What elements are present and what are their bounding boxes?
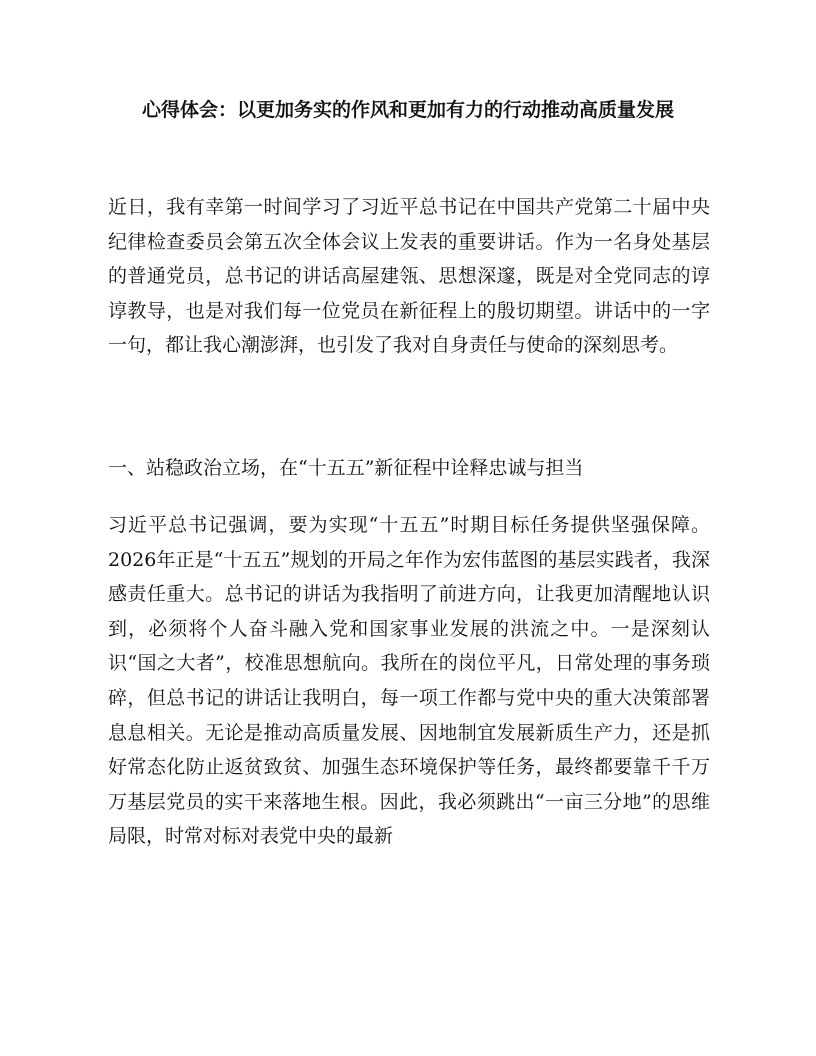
section-heading: 一、站稳政治立场，在“十五五”新征程中诠释忠诚与担当: [108, 457, 584, 479]
intro-paragraph: 近日，我有幸第一时间学习了习近平总书记在中国共产党第二十届中央纪律检查委员会第五次全体会议上发表的重要讲话。作为一名身处基层的普通党员，总书记的讲话高屋建瓴、思想深邃，既是对全党同志的谆谆教导，也是对我们每一位党员在新征程上的殷切期望。讲话中的一字一句，都让我心潮澎湃，也引发了我对自身责任与使命的深刻思考。: [108, 196, 710, 357]
section-paragraph: 习近平总书记强调，要为实现“十五五”时期目标任务提供坚强保障。2026年正是“十五五”规划的开局之年作为宏伟蓝图的基层实践者，我深感责任重大。总书记的讲话为我指明了前进方向，让我更加清醒地认识到，必须将个人奋斗融入党和国家事业发展的洪流之中。一是深刻认识“国之大者”，校准思想航向。我所在的岗位平凡，日常处理的事务琐碎，但总书记的讲话让我明白，每一项工作都与党中央的重大决策部署息息相关。无论是推动高质量发展、因地制宜发展新质生产力，还是抓好常态化防止返贫致贫、加强生态环境保护等任务，最终都要靠千千万万基层党员的实干来落地生根。因此，我必须跳出“一亩三分地”的思维局限，时常对标对表党中央的最新: [108, 514, 710, 848]
document-title: 心得体会：以更加务实的作风和更加有力的行动推动高质量发展: [141, 99, 674, 121]
